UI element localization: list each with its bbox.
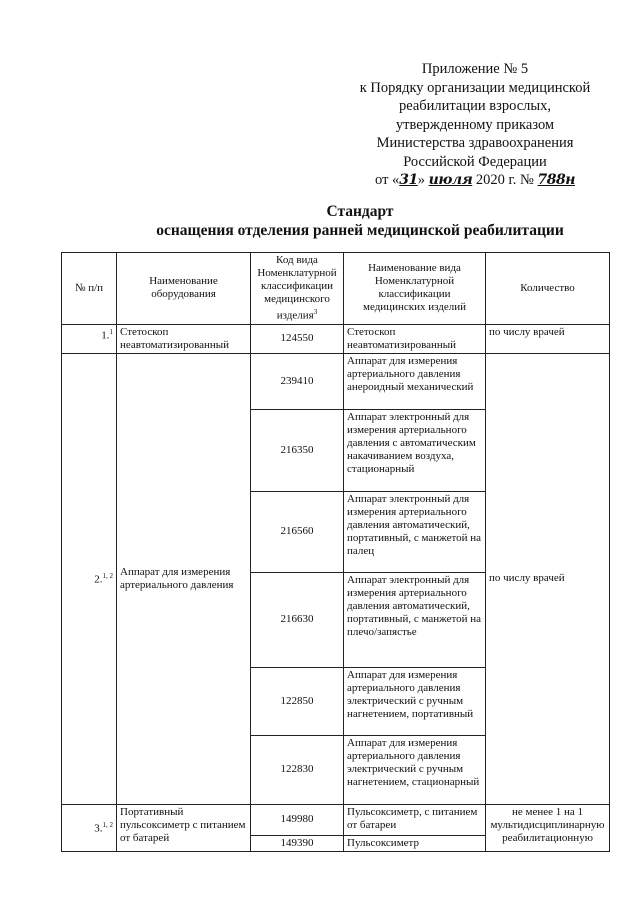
row-code: 216630	[251, 572, 344, 667]
row-kind: Аппарат электронный для измерения артериального давления автоматический, портативный, с манжетой на плечо/запястье	[344, 572, 486, 667]
row-qty: не менее 1 на 1 мультидисциплинарную реабилитационную	[486, 804, 610, 851]
row-code: 149980	[251, 804, 344, 835]
table-header-row	[62, 253, 610, 325]
row-code: 216560	[251, 491, 344, 572]
header-line: реабилитации взрослых,	[398, 98, 551, 114]
table-row	[62, 324, 610, 353]
table-row	[62, 804, 610, 835]
row-code: 124550	[251, 324, 344, 353]
header-name: Наименование оборудования	[117, 253, 251, 325]
row-kind: Аппарат для измерения артериального давления анероидный механический	[344, 353, 486, 409]
row-kind: Пульсоксиметр, с питанием от батареи	[344, 804, 486, 835]
header-line: Российской Федерации	[403, 153, 547, 170]
row-kind: Аппарат электронный для измерения артериального давления с автоматическим накачиванием воздуха, стационарный	[344, 409, 486, 491]
row-kind: Аппарат электронный для измерения артериального давления автоматический, портативный, с манжетой на палец	[344, 491, 486, 572]
document-header	[330, 60, 620, 190]
row-kind: Аппарат для измерения артериального давления электрический с ручным нагнетением, портативный	[344, 667, 486, 735]
document-title	[100, 202, 620, 240]
handwritten-order-number: 788н	[537, 172, 575, 188]
row-code: 122830	[251, 735, 344, 804]
header-kind: Наименование вида Номенклатурной классификации медицинских изделий	[344, 253, 486, 325]
header-code: Код вида Номенклатурной классификации медицинского изделия$^3$	[251, 253, 344, 325]
row-code: 216350	[251, 409, 344, 491]
row-num: 2.$^{1, 2}$	[62, 353, 117, 804]
equipment-table	[61, 252, 610, 852]
title-line-1: Стандарт	[326, 203, 394, 220]
row-num: 3.$^{1, 2}$	[62, 804, 117, 851]
header-line: Министерства здравоохранения	[376, 135, 574, 151]
header-qty: Количество	[486, 253, 610, 325]
header-num: № п/п	[62, 253, 117, 325]
handwritten-month: июля	[428, 172, 473, 188]
order-date-line: от «31» июля 2020 г. № 788н	[375, 172, 575, 188]
header-line: к Порядку организации медицинской	[359, 79, 591, 96]
title-line-2: оснащения отделения ранней медицинской реабилитации	[156, 222, 564, 239]
row-kind: Аппарат для измерения артериального давления электрический с ручным нагнетением, стационарный	[344, 735, 486, 804]
row-num: 1.$^1$	[62, 324, 117, 353]
row-qty: по числу врачей	[486, 353, 610, 804]
row-name: Стетоскоп неавтоматизированный	[117, 324, 251, 353]
handwritten-day: 31	[399, 172, 418, 188]
row-code: 239410	[251, 353, 344, 409]
row-code: 122850	[251, 667, 344, 735]
header-line: утвержденному приказом	[395, 116, 555, 133]
row-kind: Пульсоксиметр	[344, 835, 486, 851]
header-line: Приложение № 5	[421, 61, 529, 77]
row-name: Портативный пульсоксиметр с питанием от батарей	[117, 804, 251, 851]
table-row	[62, 353, 610, 409]
row-kind: Стетоскоп неавтоматизированный	[344, 324, 486, 353]
row-name: Аппарат для измерения артериального давления	[117, 353, 251, 804]
row-qty: по числу врачей	[486, 324, 610, 353]
row-code: 149390	[251, 835, 344, 851]
